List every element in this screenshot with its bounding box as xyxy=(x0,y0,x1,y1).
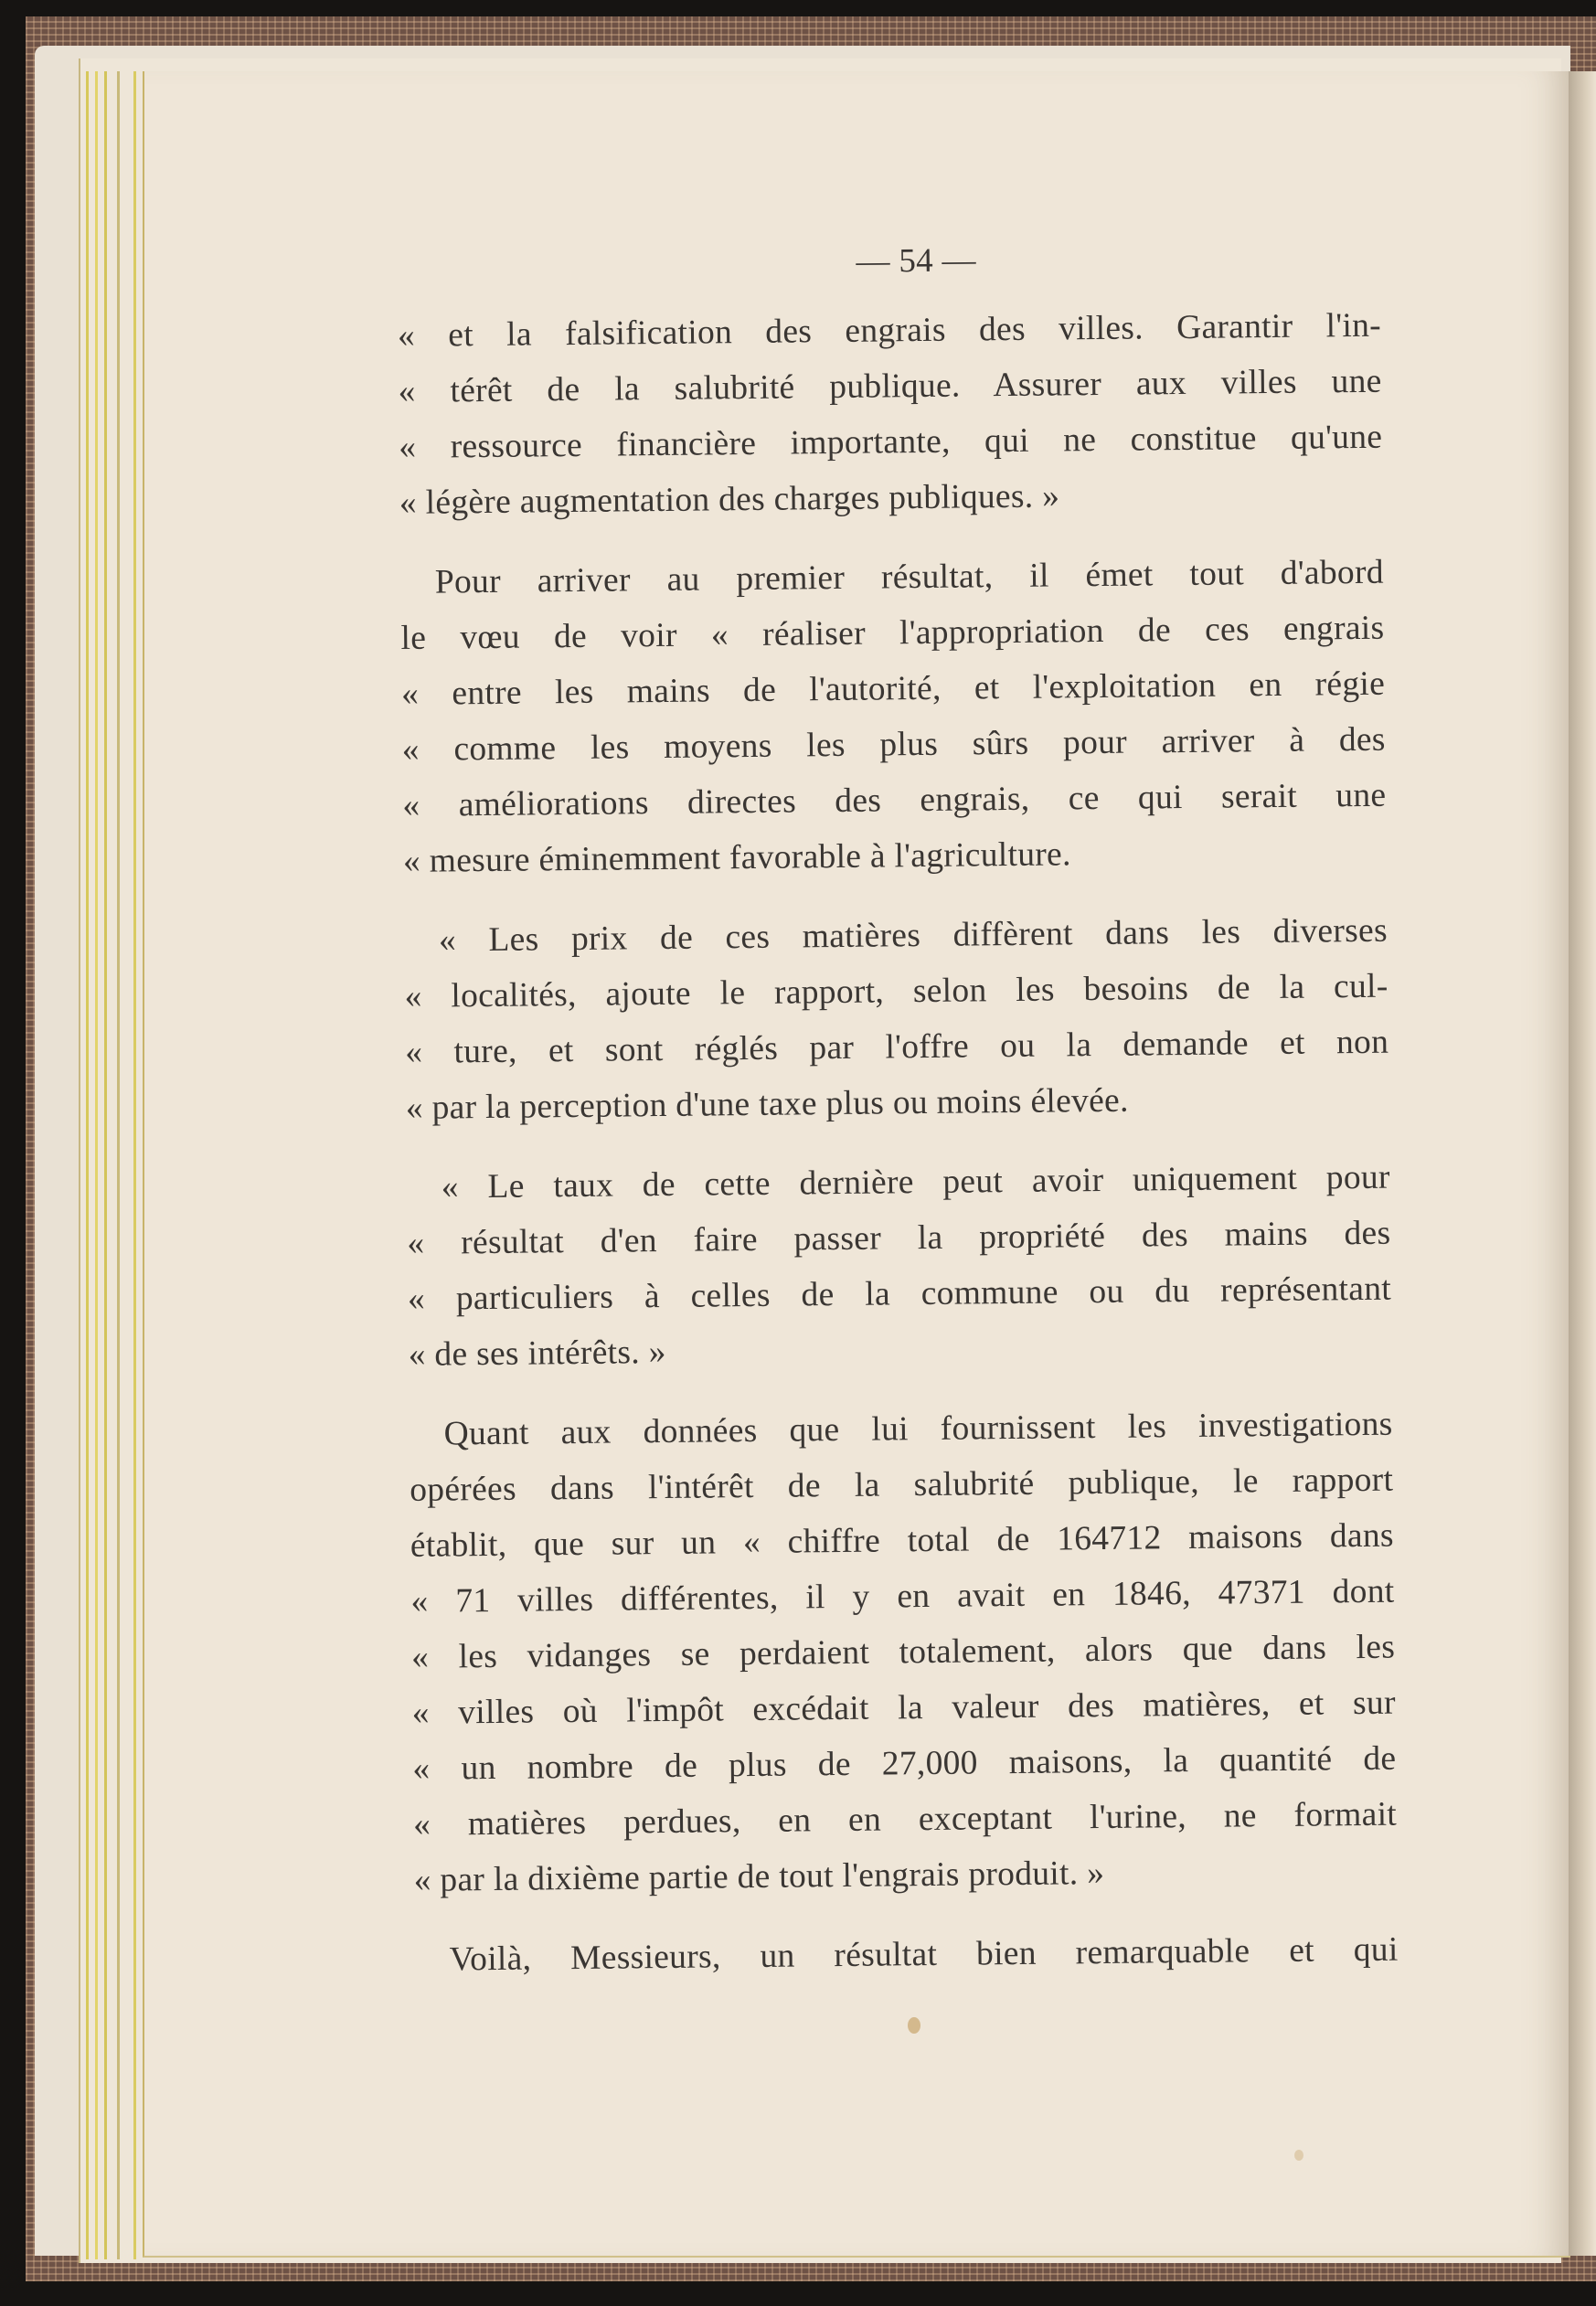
text-line: Pour arriver au premier résultat, il émet tout d'abord xyxy=(434,553,1385,601)
gilt-edge xyxy=(95,71,98,2259)
text-line: « légère augmentation des charges publiques. » xyxy=(399,477,1060,522)
gilt-edge xyxy=(86,71,89,2259)
paragraph xyxy=(404,903,1389,1136)
gilt-edge xyxy=(133,71,136,2259)
text-line: « Le taux de cette dernière peut avoir uniquement pour xyxy=(441,1158,1390,1206)
text-line: « les vidanges se perdaient totalement, alors que dans les xyxy=(410,1628,1396,1676)
text-line: « améliorations directes des engrais, ce qui serait une xyxy=(402,776,1387,824)
page-gutter xyxy=(1569,71,1596,2256)
text-line: « par la perception d'une taxe plus ou moins élevée. xyxy=(405,1081,1129,1127)
text-line: « entre les mains de l'autorité, et l'exploitation en régie xyxy=(400,664,1386,713)
paragraph xyxy=(400,545,1388,889)
text-line: « villes où l'impôt excédait la valeur des matières, et sur xyxy=(411,1684,1396,1732)
gilt-edge xyxy=(104,71,107,2259)
text-line: « de ses intérêts. » xyxy=(408,1333,666,1374)
paragraph xyxy=(409,1397,1398,1908)
text-line: « térêt de la salubrité publique. Assurer aux villes une xyxy=(398,362,1382,410)
text-line: « ressource financière importante, qui ne constitue qu'une xyxy=(399,418,1383,466)
text-line: « mesure éminemment favorable à l'agriculture. xyxy=(402,835,1071,880)
text-line: « un nombre de plus de 27,000 maisons, la quantité de xyxy=(412,1739,1397,1788)
foxing-stain xyxy=(1294,2150,1303,2161)
foxing-stain xyxy=(908,2017,920,2034)
text-line: « particuliers à celles de la commune ou du représentant xyxy=(407,1270,1392,1318)
page-number: — 54 — xyxy=(856,241,977,281)
page-text xyxy=(397,237,1399,1988)
gilt-edge xyxy=(117,71,120,2259)
text-line: Quant aux données que lui fournissent les investigations xyxy=(443,1405,1393,1453)
text-line: « par la dixième partie de tout l'engrais produit. » xyxy=(413,1854,1105,1899)
text-line: « ture, et sont réglés par l'offre ou la demande et non xyxy=(405,1023,1389,1071)
paragraphs xyxy=(398,298,1399,1988)
paragraph xyxy=(398,298,1383,531)
text-line: Voilà, Messieurs, un résultat bien remarquable et qui xyxy=(449,1930,1399,1979)
text-line: « 71 villes différentes, il y en avait en 1846, 47371 dont xyxy=(410,1572,1395,1621)
text-line: opérées dans l'intérêt de la salubrité publique, le rapport xyxy=(410,1461,1394,1509)
text-line: « résultat d'en faire passer la propriété des mains des xyxy=(407,1214,1391,1262)
text-line: le vœu de voir « réaliser l'appropriation de ces engrais xyxy=(400,609,1385,657)
text-line: « localités, ajoute le rapport, selon les besoins de la cul- xyxy=(404,967,1389,1015)
paragraph xyxy=(406,1150,1391,1383)
text-line: « et la falsification des engrais des villes. Garantir l'in- xyxy=(397,306,1382,355)
text-line: « matières perdues, en en exceptant l'urine, ne formait xyxy=(412,1795,1398,1844)
text-line: établit, que sur un « chiffre total de 164712 maisons dans xyxy=(410,1516,1395,1565)
paragraph xyxy=(414,1922,1399,1988)
text-line: « comme les moyens les plus sûrs pour arriver à des xyxy=(401,720,1386,769)
text-line: « Les prix de ces matières diffèrent dans les diverses xyxy=(438,911,1389,960)
